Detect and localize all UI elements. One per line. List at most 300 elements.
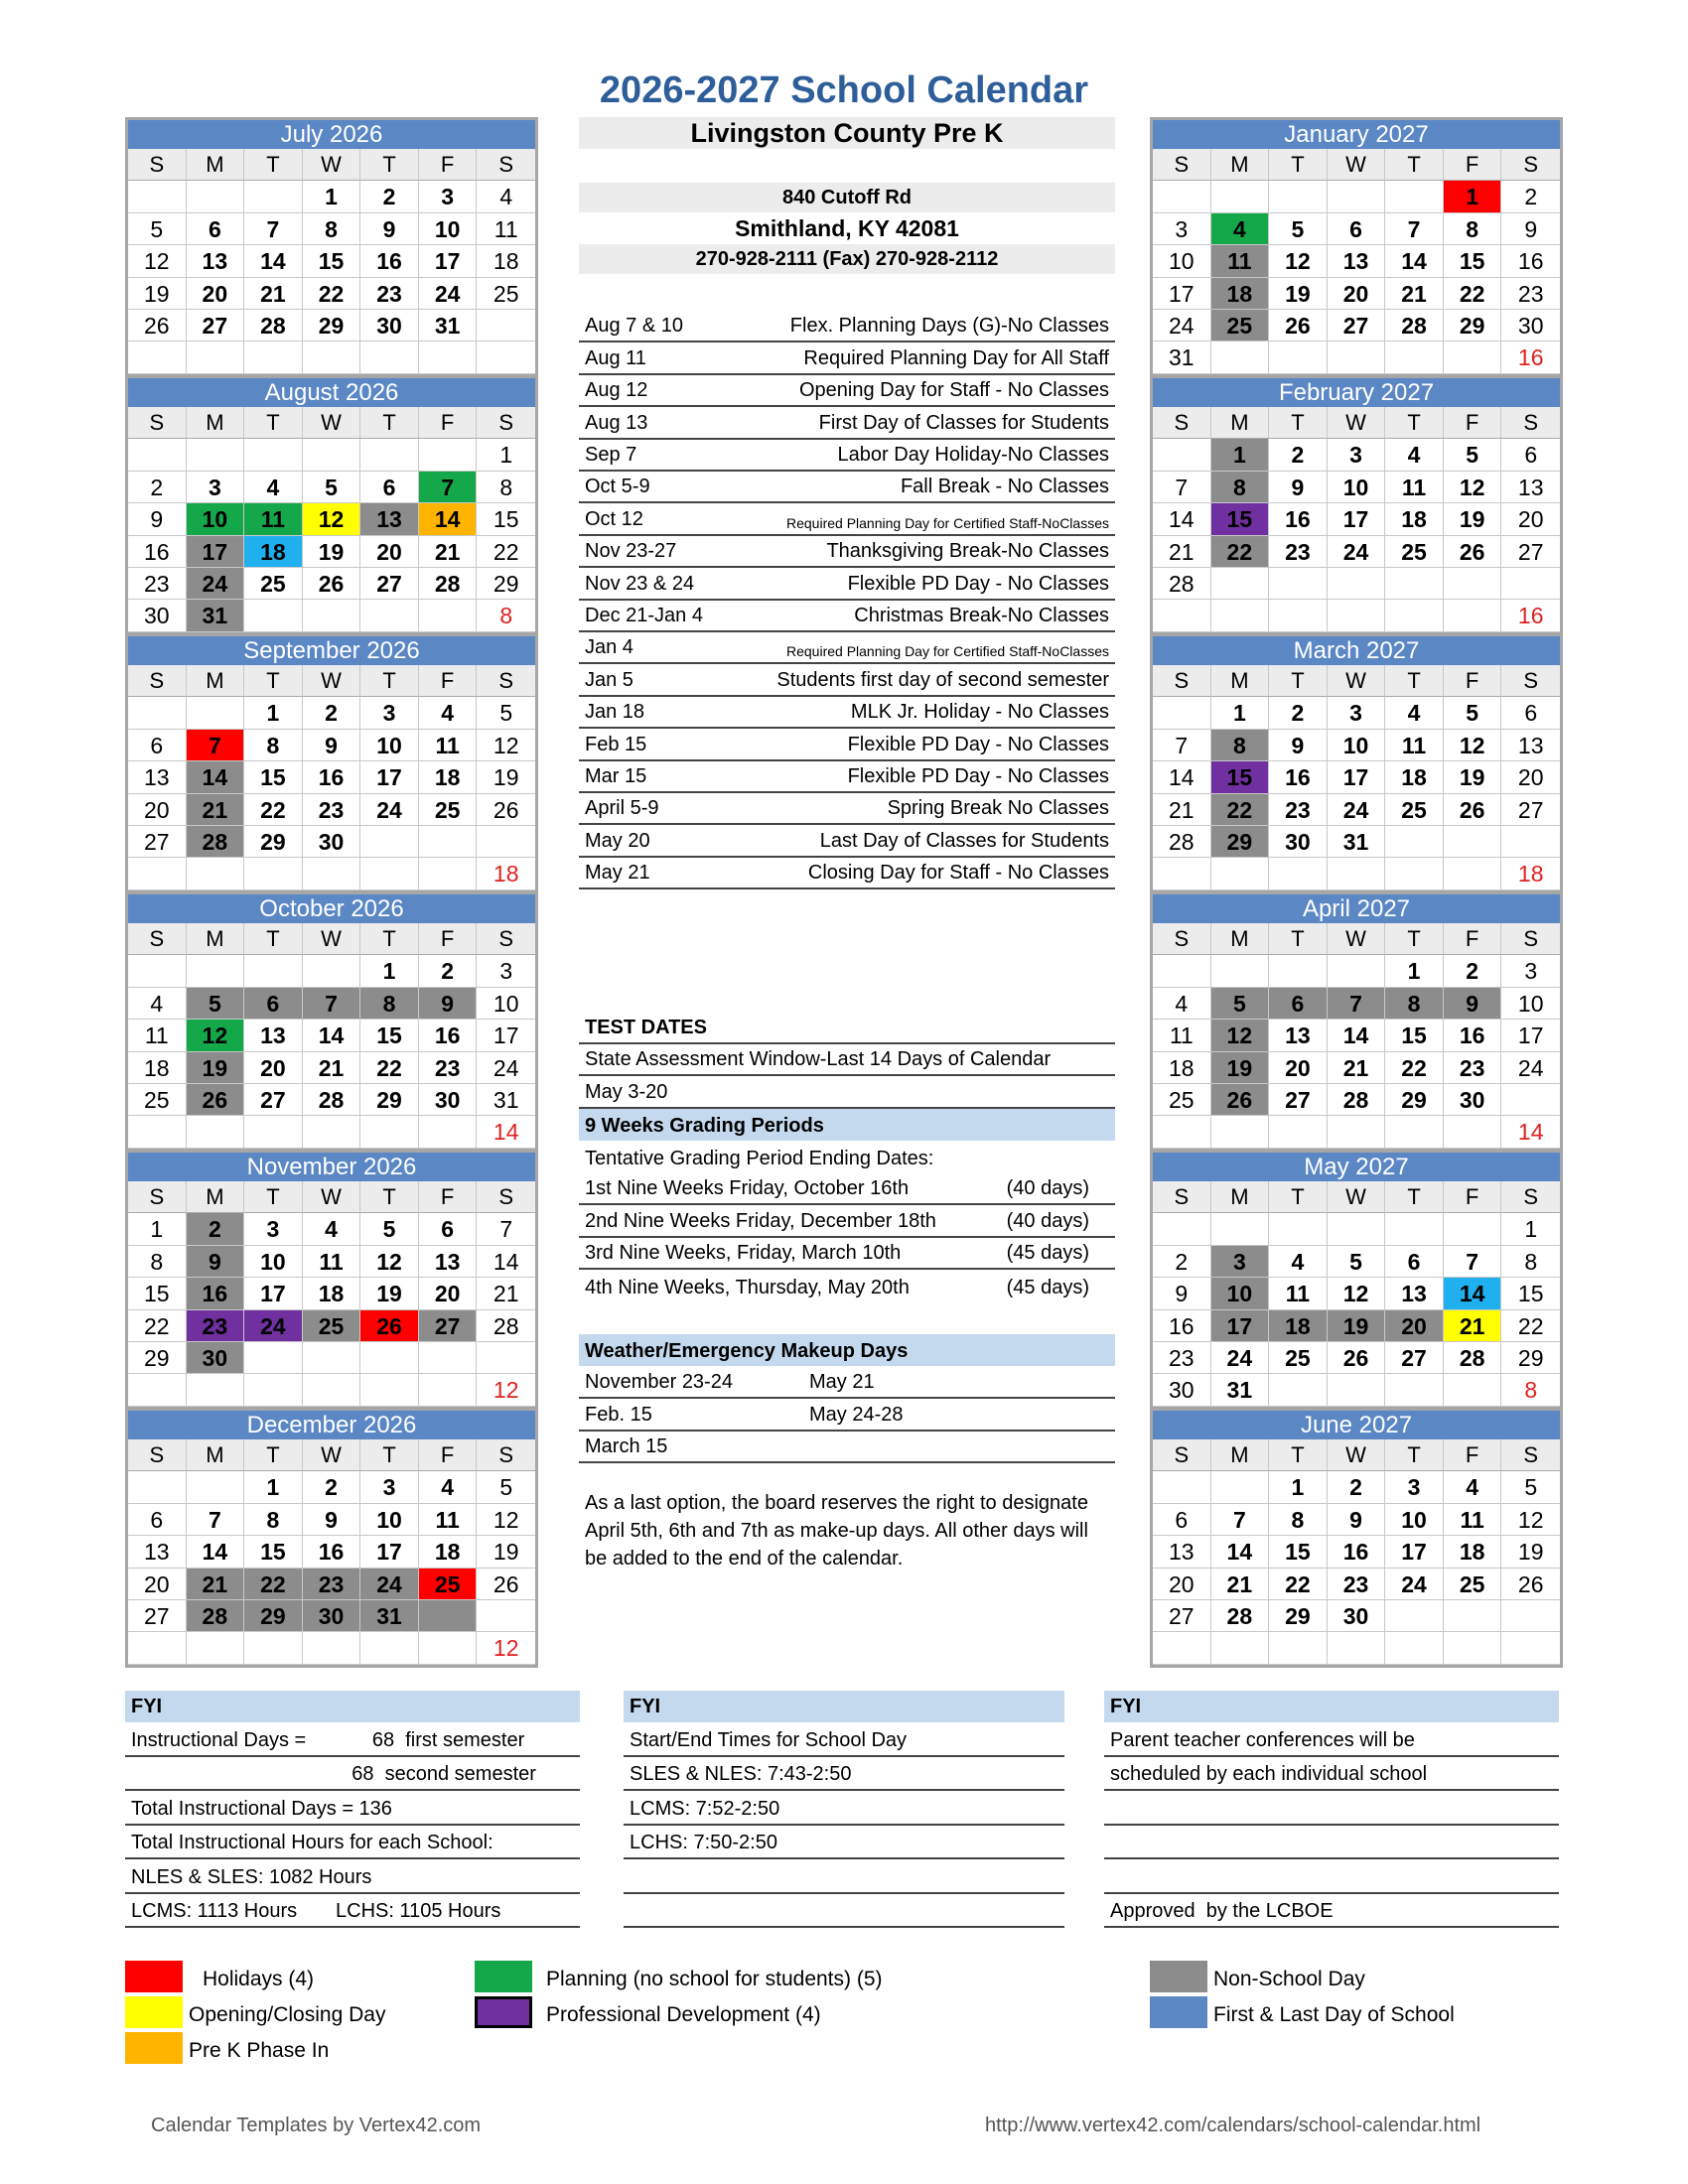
day-cell[interactable]: 25 <box>1153 1084 1211 1116</box>
day-cell[interactable]: 19 <box>1269 278 1328 310</box>
day-cell[interactable]: 22 <box>1269 1569 1328 1600</box>
day-cell[interactable]: 4 <box>1444 1471 1502 1503</box>
day-cell[interactable]: 24 <box>419 278 478 310</box>
day-cell[interactable]: 28 <box>244 310 303 341</box>
day-cell[interactable]: 6 <box>1269 988 1328 1020</box>
day-cell[interactable]: 29 <box>1211 826 1270 858</box>
day-cell[interactable]: 14 <box>1153 503 1211 535</box>
day-cell[interactable]: 6 <box>419 1213 478 1245</box>
day-cell[interactable]: 2 <box>128 472 187 503</box>
day-cell[interactable]: 8 <box>1444 213 1502 245</box>
day-cell[interactable]: 23 <box>360 278 419 310</box>
day-cell[interactable]: 11 <box>303 1246 361 1278</box>
day-cell[interactable]: 10 <box>360 730 419 761</box>
day-cell[interactable]: 2 <box>1444 955 1502 987</box>
day-cell[interactable]: 14 <box>1328 1020 1386 1051</box>
day-cell[interactable]: 15 <box>477 503 535 535</box>
day-cell[interactable]: 27 <box>1153 1600 1211 1632</box>
day-cell[interactable]: 21 <box>477 1278 535 1309</box>
day-cell[interactable]: 29 <box>1501 1342 1560 1374</box>
day-cell[interactable]: 1 <box>1211 697 1270 729</box>
day-cell[interactable]: 19 <box>187 1052 245 1084</box>
day-cell[interactable]: 18 <box>477 245 535 277</box>
day-cell[interactable]: 19 <box>303 536 361 568</box>
day-cell[interactable]: 1 <box>244 697 303 729</box>
day-cell[interactable]: 24 <box>1501 1052 1560 1084</box>
day-cell[interactable]: 18 <box>128 1052 187 1084</box>
day-cell[interactable]: 11 <box>477 213 535 245</box>
day-cell[interactable]: 22 <box>244 1569 303 1600</box>
day-cell[interactable]: 15 <box>1385 1020 1444 1051</box>
day-cell[interactable]: 3 <box>1385 1471 1444 1503</box>
day-cell[interactable]: 23 <box>303 794 361 826</box>
day-cell[interactable]: 7 <box>419 472 478 503</box>
day-cell[interactable]: 30 <box>187 1342 245 1374</box>
day-cell[interactable]: 11 <box>1211 245 1270 277</box>
day-cell[interactable]: 3 <box>1211 1246 1270 1278</box>
footer-url[interactable]: http://www.vertex42.com/calendars/school-calendar.html <box>985 2115 1481 2136</box>
day-cell[interactable]: 2 <box>1153 1246 1211 1278</box>
day-cell[interactable]: 22 <box>1211 794 1270 826</box>
day-cell[interactable]: 2 <box>1269 439 1328 471</box>
day-cell[interactable]: 16 <box>1269 761 1328 793</box>
day-cell[interactable]: 7 <box>244 213 303 245</box>
day-cell[interactable]: 30 <box>128 600 187 631</box>
day-cell[interactable]: 11 <box>1385 730 1444 761</box>
day-cell[interactable]: 27 <box>1501 536 1560 568</box>
day-cell[interactable]: 31 <box>477 1084 535 1116</box>
day-cell[interactable]: 5 <box>1501 1471 1560 1503</box>
day-cell[interactable]: 5 <box>1269 213 1328 245</box>
day-cell[interactable]: 4 <box>128 988 187 1020</box>
day-cell[interactable]: 25 <box>1444 1569 1502 1600</box>
day-cell[interactable]: 13 <box>244 1020 303 1051</box>
day-cell[interactable]: 19 <box>1501 1536 1560 1568</box>
day-cell[interactable]: 10 <box>1385 1504 1444 1536</box>
day-cell[interactable]: 30 <box>1153 1374 1211 1406</box>
day-cell[interactable]: 17 <box>1385 1536 1444 1568</box>
day-cell[interactable]: 18 <box>1211 278 1270 310</box>
day-cell[interactable]: 27 <box>1269 1084 1328 1116</box>
day-cell[interactable]: 3 <box>1328 439 1386 471</box>
day-cell[interactable]: 1 <box>244 1471 303 1503</box>
day-cell[interactable]: 17 <box>1328 503 1386 535</box>
day-cell[interactable]: 4 <box>1385 697 1444 729</box>
day-cell[interactable]: 4 <box>1269 1246 1328 1278</box>
day-cell[interactable]: 24 <box>1211 1342 1270 1374</box>
day-cell[interactable]: 22 <box>303 278 361 310</box>
day-cell[interactable]: 30 <box>1328 1600 1386 1632</box>
day-cell[interactable]: 18 <box>1385 503 1444 535</box>
day-cell[interactable]: 15 <box>128 1278 187 1309</box>
day-cell[interactable]: 28 <box>1444 1342 1502 1374</box>
day-cell[interactable]: 17 <box>1153 278 1211 310</box>
day-cell[interactable]: 2 <box>1269 697 1328 729</box>
day-cell[interactable]: 8 <box>244 730 303 761</box>
day-cell[interactable]: 26 <box>187 1084 245 1116</box>
day-cell[interactable]: 19 <box>477 761 535 793</box>
day-cell[interactable]: 7 <box>477 1213 535 1245</box>
day-cell[interactable]: 15 <box>1211 761 1270 793</box>
day-cell[interactable]: 10 <box>1153 245 1211 277</box>
day-cell[interactable]: 28 <box>1385 310 1444 341</box>
day-cell[interactable]: 8 <box>244 1504 303 1536</box>
day-cell[interactable]: 15 <box>244 761 303 793</box>
day-cell[interactable]: 29 <box>1385 1084 1444 1116</box>
day-cell[interactable]: 17 <box>187 536 245 568</box>
day-cell[interactable]: 3 <box>1501 955 1560 987</box>
day-cell[interactable]: 26 <box>1269 310 1328 341</box>
day-cell[interactable]: 22 <box>1444 278 1502 310</box>
day-cell[interactable]: 7 <box>187 1504 245 1536</box>
day-cell[interactable]: 14 <box>244 245 303 277</box>
day-cell[interactable]: 1 <box>1211 439 1270 471</box>
day-cell[interactable]: 20 <box>128 1569 187 1600</box>
day-cell[interactable]: 5 <box>1328 1246 1386 1278</box>
day-cell[interactable]: 3 <box>360 1471 419 1503</box>
day-cell[interactable]: 28 <box>303 1084 361 1116</box>
day-cell[interactable]: 24 <box>187 568 245 600</box>
day-cell[interactable]: 2 <box>360 181 419 212</box>
day-cell[interactable]: 9 <box>128 503 187 535</box>
day-cell[interactable]: 8 <box>1211 730 1270 761</box>
day-cell[interactable]: 27 <box>1385 1342 1444 1374</box>
day-cell[interactable]: 7 <box>1153 472 1211 503</box>
day-cell[interactable]: 17 <box>1328 761 1386 793</box>
day-cell[interactable]: 24 <box>1385 1569 1444 1600</box>
day-cell[interactable]: 13 <box>187 245 245 277</box>
day-cell[interactable]: 23 <box>303 1569 361 1600</box>
day-cell[interactable]: 12 <box>1444 730 1502 761</box>
day-cell[interactable]: 26 <box>1211 1084 1270 1116</box>
day-cell[interactable]: 24 <box>1153 310 1211 341</box>
day-cell[interactable]: 13 <box>1269 1020 1328 1051</box>
day-cell[interactable]: 2 <box>419 955 478 987</box>
day-cell[interactable]: 2 <box>303 697 361 729</box>
day-cell[interactable]: 14 <box>1444 1278 1502 1309</box>
day-cell[interactable]: 18 <box>244 536 303 568</box>
day-cell[interactable]: 16 <box>128 536 187 568</box>
day-cell[interactable]: 7 <box>187 730 245 761</box>
day-cell[interactable]: 8 <box>1269 1504 1328 1536</box>
day-cell[interactable]: 8 <box>1385 988 1444 1020</box>
day-cell[interactable]: 1 <box>128 1213 187 1245</box>
day-cell[interactable]: 11 <box>128 1020 187 1051</box>
day-cell[interactable]: 21 <box>419 536 478 568</box>
day-cell[interactable]: 6 <box>1501 439 1560 471</box>
day-cell[interactable]: 12 <box>1269 245 1328 277</box>
day-cell[interactable]: 8 <box>303 213 361 245</box>
day-cell[interactable]: 12 <box>477 730 535 761</box>
day-cell[interactable]: 21 <box>187 794 245 826</box>
day-cell[interactable]: 5 <box>477 1471 535 1503</box>
day-cell[interactable]: 12 <box>128 245 187 277</box>
day-cell[interactable]: 14 <box>187 761 245 793</box>
day-cell[interactable]: 5 <box>187 988 245 1020</box>
day-cell[interactable]: 14 <box>1153 761 1211 793</box>
day-cell[interactable]: 12 <box>360 1246 419 1278</box>
day-cell[interactable]: 4 <box>303 1213 361 1245</box>
day-cell[interactable]: 28 <box>1328 1084 1386 1116</box>
day-cell[interactable]: 6 <box>360 472 419 503</box>
day-cell[interactable]: 19 <box>1444 503 1502 535</box>
day-cell[interactable]: 26 <box>477 1569 535 1600</box>
day-cell[interactable]: 17 <box>1501 1020 1560 1051</box>
day-cell[interactable]: 28 <box>419 568 478 600</box>
day-cell[interactable]: 5 <box>128 213 187 245</box>
day-cell[interactable]: 8 <box>477 472 535 503</box>
day-cell[interactable]: 29 <box>1444 310 1502 341</box>
day-cell[interactable]: 30 <box>1444 1084 1502 1116</box>
day-cell[interactable]: 11 <box>244 503 303 535</box>
day-cell[interactable]: 30 <box>303 1600 361 1632</box>
day-cell[interactable]: 22 <box>360 1052 419 1084</box>
day-cell[interactable]: 10 <box>1501 988 1560 1020</box>
day-cell[interactable]: 6 <box>1385 1246 1444 1278</box>
day-cell[interactable]: 25 <box>1385 794 1444 826</box>
day-cell[interactable]: 16 <box>1501 245 1560 277</box>
day-cell[interactable]: 19 <box>360 1278 419 1309</box>
day-cell[interactable]: 20 <box>187 278 245 310</box>
day-cell[interactable]: 4 <box>1153 988 1211 1020</box>
day-cell[interactable]: 25 <box>1385 536 1444 568</box>
day-cell[interactable]: 3 <box>1153 213 1211 245</box>
day-cell[interactable]: 4 <box>419 1471 478 1503</box>
day-cell[interactable]: 14 <box>303 1020 361 1051</box>
day-cell[interactable]: 7 <box>303 988 361 1020</box>
day-cell[interactable]: 10 <box>477 988 535 1020</box>
day-cell[interactable]: 20 <box>1153 1569 1211 1600</box>
day-cell[interactable]: 14 <box>419 503 478 535</box>
day-cell[interactable]: 22 <box>477 536 535 568</box>
day-cell[interactable]: 16 <box>303 1536 361 1568</box>
day-cell[interactable]: 23 <box>1153 1342 1211 1374</box>
day-cell[interactable]: 13 <box>1153 1536 1211 1568</box>
day-cell[interactable]: 28 <box>1153 568 1211 600</box>
day-cell[interactable]: 21 <box>244 278 303 310</box>
day-cell[interactable]: 13 <box>128 761 187 793</box>
day-cell[interactable]: 27 <box>1328 310 1386 341</box>
day-cell[interactable]: 28 <box>187 1600 245 1632</box>
day-cell[interactable]: 13 <box>1385 1278 1444 1309</box>
day-cell[interactable]: 10 <box>244 1246 303 1278</box>
day-cell[interactable]: 16 <box>187 1278 245 1309</box>
day-cell[interactable]: 25 <box>419 1569 478 1600</box>
day-cell[interactable]: 31 <box>1153 341 1211 373</box>
day-cell[interactable]: 24 <box>1328 536 1386 568</box>
day-cell[interactable]: 3 <box>244 1213 303 1245</box>
day-cell[interactable]: 22 <box>1501 1310 1560 1342</box>
day-cell[interactable]: 13 <box>128 1536 187 1568</box>
day-cell[interactable]: 9 <box>1501 213 1560 245</box>
day-cell[interactable]: 10 <box>1328 730 1386 761</box>
day-cell[interactable]: 13 <box>1328 245 1386 277</box>
day-cell[interactable]: 29 <box>244 826 303 858</box>
day-cell[interactable]: 9 <box>303 730 361 761</box>
day-cell[interactable]: 28 <box>477 1310 535 1342</box>
day-cell[interactable]: 14 <box>187 1536 245 1568</box>
day-cell[interactable]: 31 <box>419 310 478 341</box>
day-cell[interactable]: 24 <box>360 1569 419 1600</box>
day-cell[interactable]: 25 <box>128 1084 187 1116</box>
day-cell[interactable]: 21 <box>1444 1310 1502 1342</box>
day-cell[interactable]: 1 <box>1269 1471 1328 1503</box>
day-cell[interactable]: 21 <box>1385 278 1444 310</box>
day-cell[interactable]: 27 <box>1501 794 1560 826</box>
day-cell[interactable]: 27 <box>360 568 419 600</box>
day-cell[interactable]: 5 <box>477 697 535 729</box>
day-cell[interactable]: 27 <box>187 310 245 341</box>
day-cell[interactable]: 23 <box>128 568 187 600</box>
day-cell[interactable]: 7 <box>1444 1246 1502 1278</box>
day-cell[interactable]: 17 <box>360 761 419 793</box>
day-cell[interactable]: 7 <box>1385 213 1444 245</box>
day-cell[interactable]: 28 <box>187 826 245 858</box>
day-cell[interactable]: 17 <box>1211 1310 1270 1342</box>
day-cell[interactable]: 6 <box>244 988 303 1020</box>
day-cell[interactable]: 20 <box>1501 761 1560 793</box>
day-cell[interactable]: 6 <box>128 1504 187 1536</box>
day-cell[interactable]: 19 <box>1444 761 1502 793</box>
day-cell[interactable]: 6 <box>187 213 245 245</box>
day-cell[interactable]: 16 <box>1153 1310 1211 1342</box>
day-cell[interactable]: 30 <box>1501 310 1560 341</box>
day-cell[interactable]: 26 <box>1444 794 1502 826</box>
day-cell[interactable]: 12 <box>1211 1020 1270 1051</box>
day-cell[interactable]: 23 <box>1328 1569 1386 1600</box>
day-cell[interactable]: 8 <box>128 1246 187 1278</box>
day-cell[interactable]: 24 <box>360 794 419 826</box>
day-cell[interactable]: 15 <box>1501 1278 1560 1309</box>
day-cell[interactable]: 10 <box>1328 472 1386 503</box>
day-cell[interactable]: 25 <box>1269 1342 1328 1374</box>
day-cell[interactable]: 21 <box>303 1052 361 1084</box>
day-cell[interactable]: 19 <box>128 278 187 310</box>
day-cell[interactable]: 16 <box>1269 503 1328 535</box>
day-cell[interactable]: 9 <box>303 1504 361 1536</box>
day-cell[interactable]: 16 <box>1328 1536 1386 1568</box>
day-cell[interactable]: 23 <box>1444 1052 1502 1084</box>
day-cell[interactable]: 5 <box>303 472 361 503</box>
day-cell[interactable]: 16 <box>1444 1020 1502 1051</box>
day-cell[interactable]: 13 <box>360 503 419 535</box>
day-cell[interactable]: 2 <box>1328 1471 1386 1503</box>
day-cell[interactable]: 31 <box>1328 826 1386 858</box>
day-cell[interactable]: 15 <box>1211 503 1270 535</box>
day-cell[interactable]: 31 <box>187 600 245 631</box>
day-cell[interactable]: 1 <box>360 955 419 987</box>
day-cell[interactable]: 18 <box>1444 1536 1502 1568</box>
day-cell[interactable]: 6 <box>1328 213 1386 245</box>
day-cell[interactable]: 18 <box>419 1536 478 1568</box>
day-cell[interactable]: 31 <box>360 1600 419 1632</box>
day-cell[interactable]: 3 <box>360 697 419 729</box>
day-cell[interactable]: 29 <box>128 1342 187 1374</box>
day-cell[interactable]: 20 <box>419 1278 478 1309</box>
day-cell[interactable]: 11 <box>419 730 478 761</box>
day-cell[interactable]: 23 <box>1501 278 1560 310</box>
day-cell[interactable]: 26 <box>1444 536 1502 568</box>
day-cell[interactable]: 11 <box>1153 1020 1211 1051</box>
day-cell[interactable]: 11 <box>419 1504 478 1536</box>
day-cell[interactable]: 22 <box>1211 536 1270 568</box>
day-cell[interactable]: 20 <box>1385 1310 1444 1342</box>
day-cell[interactable]: 30 <box>1269 826 1328 858</box>
day-cell[interactable]: 9 <box>1269 730 1328 761</box>
day-cell[interactable]: 19 <box>477 1536 535 1568</box>
day-cell[interactable]: 24 <box>244 1310 303 1342</box>
day-cell[interactable]: 21 <box>1328 1052 1386 1084</box>
day-cell[interactable]: 17 <box>477 1020 535 1051</box>
day-cell[interactable]: 23 <box>1269 536 1328 568</box>
day-cell[interactable]: 31 <box>1211 1374 1270 1406</box>
day-cell[interactable]: 24 <box>477 1052 535 1084</box>
day-cell[interactable]: 8 <box>360 988 419 1020</box>
day-cell[interactable]: 14 <box>477 1246 535 1278</box>
day-cell[interactable]: 25 <box>477 278 535 310</box>
day-cell[interactable]: 7 <box>1153 730 1211 761</box>
day-cell[interactable]: 10 <box>1211 1278 1270 1309</box>
day-cell[interactable]: 3 <box>477 955 535 987</box>
day-cell[interactable]: 30 <box>360 310 419 341</box>
day-cell[interactable]: 18 <box>419 761 478 793</box>
day-cell[interactable]: 27 <box>244 1084 303 1116</box>
day-cell[interactable]: 25 <box>419 794 478 826</box>
day-cell[interactable]: 18 <box>1385 761 1444 793</box>
day-cell[interactable]: 21 <box>1153 794 1211 826</box>
day-cell[interactable]: 9 <box>1153 1278 1211 1309</box>
day-cell[interactable]: 28 <box>1153 826 1211 858</box>
day-cell[interactable]: 23 <box>419 1052 478 1084</box>
day-cell[interactable]: 6 <box>128 730 187 761</box>
day-cell[interactable]: 17 <box>360 1536 419 1568</box>
day-cell[interactable]: 11 <box>1444 1504 1502 1536</box>
day-cell[interactable]: 12 <box>303 503 361 535</box>
day-cell[interactable]: 20 <box>360 536 419 568</box>
day-cell[interactable]: 27 <box>419 1310 478 1342</box>
day-cell[interactable]: 13 <box>1501 472 1560 503</box>
day-cell[interactable]: 26 <box>360 1310 419 1342</box>
day-cell[interactable]: 14 <box>1385 245 1444 277</box>
day-cell[interactable]: 3 <box>187 472 245 503</box>
day-cell[interactable]: 13 <box>1501 730 1560 761</box>
day-cell[interactable]: 9 <box>419 988 478 1020</box>
day-cell[interactable]: 17 <box>244 1278 303 1309</box>
day-cell[interactable]: 12 <box>1501 1504 1560 1536</box>
day-cell[interactable]: 3 <box>419 181 478 212</box>
day-cell[interactable]: 4 <box>244 472 303 503</box>
day-cell[interactable]: 23 <box>187 1310 245 1342</box>
day-cell[interactable]: 10 <box>360 1504 419 1536</box>
day-cell[interactable]: 28 <box>1211 1600 1270 1632</box>
day-cell[interactable]: 4 <box>477 181 535 212</box>
day-cell[interactable]: 27 <box>128 1600 187 1632</box>
day-cell[interactable]: 19 <box>1328 1310 1386 1342</box>
day-cell[interactable]: 11 <box>1385 472 1444 503</box>
day-cell[interactable]: 10 <box>187 503 245 535</box>
day-cell[interactable]: 6 <box>1153 1504 1211 1536</box>
day-cell[interactable]: 29 <box>244 1600 303 1632</box>
day-cell[interactable]: 18 <box>303 1278 361 1309</box>
day-cell[interactable]: 4 <box>1211 213 1270 245</box>
day-cell[interactable]: 26 <box>303 568 361 600</box>
day-cell[interactable]: 25 <box>244 568 303 600</box>
day-cell[interactable]: 26 <box>1328 1342 1386 1374</box>
day-cell[interactable]: 9 <box>1444 988 1502 1020</box>
day-cell[interactable]: 12 <box>187 1020 245 1051</box>
day-cell[interactable]: 20 <box>1269 1052 1328 1084</box>
day-cell[interactable]: 20 <box>1328 278 1386 310</box>
